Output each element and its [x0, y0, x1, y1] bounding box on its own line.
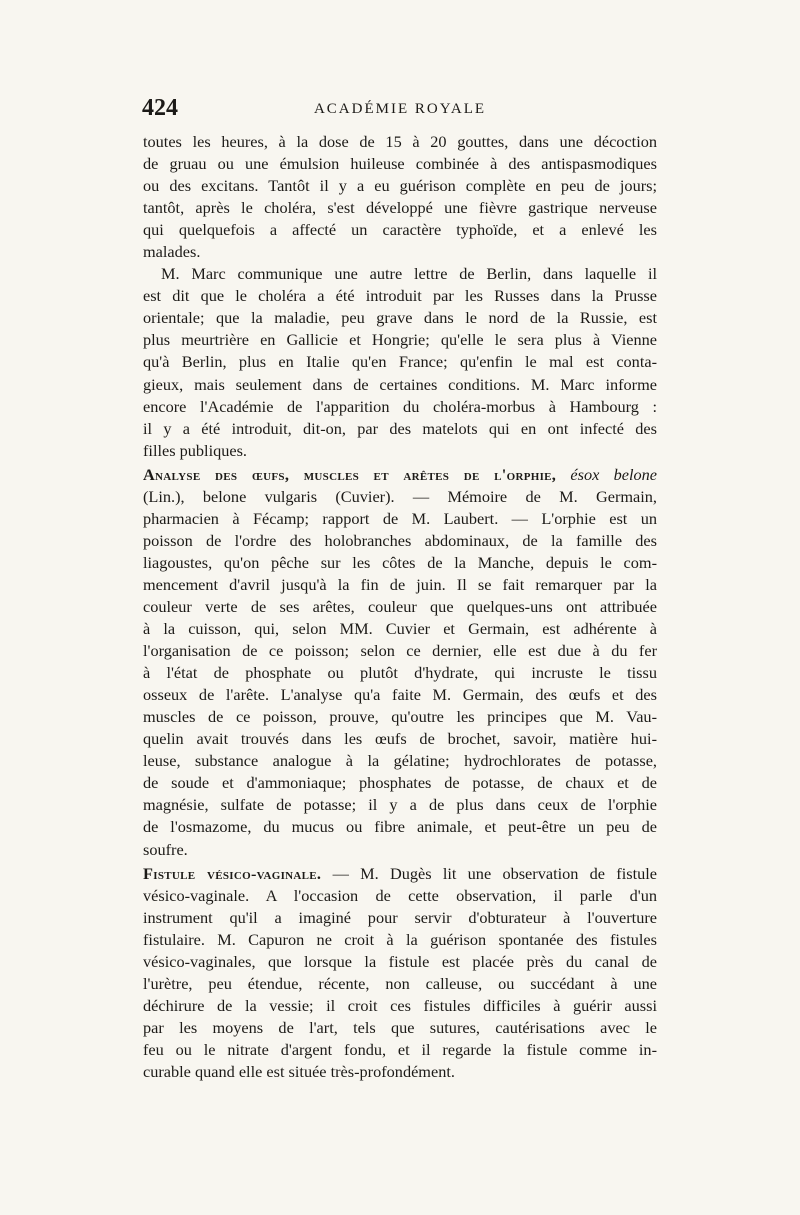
text-line: feu ou le nitrate d'argent fondu, et il regarde la fistule comme in- [143, 1039, 657, 1059]
text-line: est dit que le choléra a été introduit par les Russes dans la Prusse [143, 286, 657, 306]
text-line: fistulaire. M. Capuron ne croit à la guérison spontanée des fistules [143, 929, 657, 949]
paragraph-fistula [143, 863, 657, 1083]
text-line: poisson de l'ordre des holobranches abdominaux, de la famille des [143, 530, 657, 550]
text-line: curable quand elle est située très-profondément. [143, 1061, 455, 1081]
text-line: déchirure de la vessie; il croit ces fistules difficiles à guérir aussi [143, 995, 657, 1015]
text-line: vésico-vaginales, que lorsque la fistule est placée près du canal de [143, 951, 657, 971]
text-line: filles publiques. [143, 440, 248, 460]
text-line: instrument qu'il a imaginé pour servir d'obturateur à l'ouverture [143, 907, 657, 927]
text-line: plus meurtrière en Gallicie et Hongrie; qu'elle le sera plus à Vienne [143, 330, 657, 350]
page-header [142, 95, 658, 125]
text-line: l'urètre, peu étendue, récente, non calleuse, ou succédant à une [143, 973, 657, 993]
text-line: malades. [143, 242, 201, 262]
text-line: orientale; que la maladie, peu grave dans le nord de la Russie, est [143, 308, 657, 328]
section-heading: Fistule vésico-vaginale. [143, 863, 322, 883]
text-line: ou des excitans. Tantôt il y a eu guérison complète en peu de jours; [143, 176, 657, 196]
text-line: il y a été introduit, dit-on, par des matelots qui en ont infecté des [143, 418, 657, 438]
paragraph-berlin-letter [143, 263, 657, 461]
text-line: à la cuisson, qui, selon MM. Cuvier et Germain, est adhérente à [143, 619, 657, 639]
species-name: ésox belone [570, 464, 657, 484]
running-head: ACADÉMIE ROYALE [313, 101, 487, 117]
text-run: — M. Dugès lit une observation de fistule [332, 863, 658, 883]
section-heading: Analyse des œufs, muscles et arêtes de l'orphie, [143, 464, 557, 484]
text-line: de soude et d'ammoniaque; phosphates de potasse, de chaux et de [143, 773, 657, 793]
text-line: liagoustes, qu'on pêche sur les côtes de la Manche, depuis le com- [143, 552, 657, 572]
text-line: par les moyens de l'art, tels que sutures, cautérisations avec le [143, 1017, 657, 1037]
text-line: quelin avait trouvés dans les œufs de brochet, savoir, matière hui- [143, 729, 657, 749]
text-line: gieux, mais seulement dans de certaines conditions. M. Marc informe [143, 374, 657, 394]
page-number: 424 [142, 95, 178, 121]
text-line: couleur verte de ses arêtes, couleur que quelques-uns ont attribuée [143, 596, 657, 616]
body-text [143, 131, 657, 1083]
text-line: leuse, substance analogue à la gélatine; hydrochlorates de potasse, [143, 751, 657, 771]
text-line: mencement d'avril jusqu'à la fin de juin. Il se fait remarquer par la [143, 574, 657, 594]
text-line: qu'à Berlin, plus en Italie qu'en France; qu'enfin le mal est conta- [143, 352, 657, 372]
text-line: M. Marc communique une autre lettre de Berlin, dans laquelle il [161, 264, 657, 284]
text-line: de l'osmazome, du mucus ou fibre animale, et peut-être un peu de [143, 817, 657, 837]
text-line: (Lin.), belone vulgaris (Cuvier). — Mémoire de M. Germain, [143, 486, 657, 506]
text-line: toutes les heures, à la dose de 15 à 20 gouttes, dans une décoction [143, 132, 657, 151]
paragraph-orphie-analysis [143, 464, 657, 861]
text-line: soufre. [143, 839, 188, 859]
section-heading-line [143, 464, 657, 486]
text-line: l'organisation de ce poisson; selon ce dernier, elle est due à du fer [143, 641, 657, 661]
text-line: tantôt, après le choléra, s'est développé une fièvre gastrique nerveuse [143, 198, 657, 218]
text-line: muscles de ce poisson, prouve, qu'outre les principes que M. Vau- [143, 707, 657, 727]
text-line: pharmacien à Fécamp; rapport de M. Laubert. — L'orphie est un [143, 508, 657, 528]
text-line: de gruau ou une émulsion huileuse combinée à des antispasmodiques [143, 154, 657, 174]
text-line: magnésie, sulfate de potasse; il y a de plus dans ceux de l'orphie [143, 795, 657, 815]
text-line: encore l'Académie de l'apparition du choléra-morbus à Hambourg : [143, 396, 657, 416]
paragraph-cholera-treatment [143, 131, 657, 263]
text-line: qui quelquefois a affecté un caractère typhoïde, et a enlevé les [143, 220, 657, 240]
text-line: osseux de l'arête. L'analyse qu'a faite M. Germain, des œufs et des [143, 685, 657, 705]
text-line: vésico-vaginale. A l'occasion de cette observation, il parle d'un [143, 885, 657, 905]
text-line: à l'état de phosphate ou plutôt d'hydrate, qui incruste le tissu [143, 663, 657, 683]
section-heading-line [143, 863, 657, 885]
